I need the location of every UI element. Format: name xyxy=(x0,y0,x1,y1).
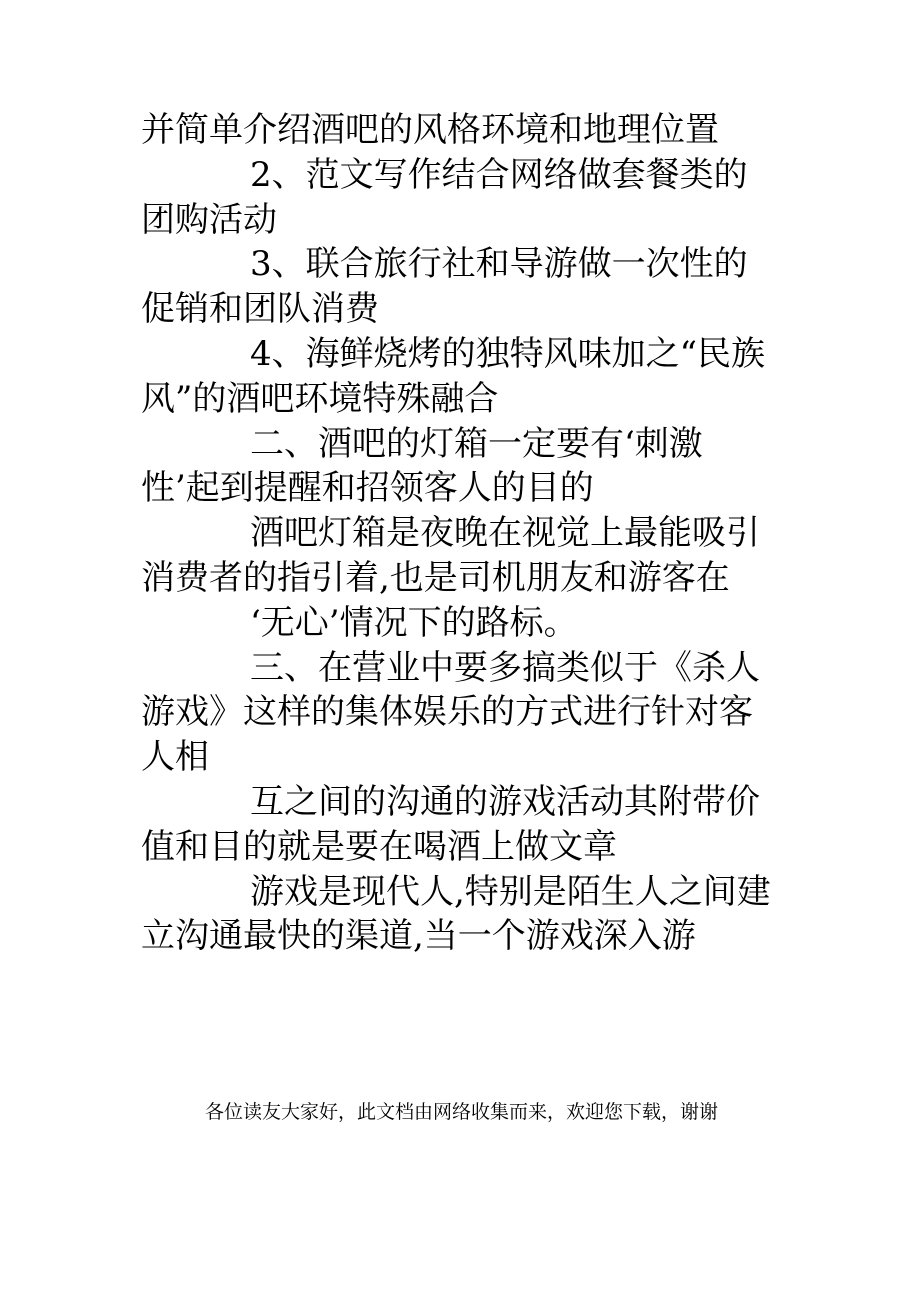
paragraph: 3、联合旅行社和导游做一次性的促销和团队消费 xyxy=(141,244,748,330)
paragraph: 游戏是现代人,特别是陌生人之间建立沟通最快的渠道,当一个游戏深入游 xyxy=(141,871,771,957)
page-footer-note: 各位读友大家好，此文档由网络收集而来，欢迎您下载，谢谢 xyxy=(205,1101,719,1123)
paragraph: 4、海鲜烧烤的独特风味加之“民族风”的酒吧环境特殊融合 xyxy=(141,333,766,419)
paragraph: 酒吧灯箱是夜晚在视觉上最能吸引消费者的指引着,也是司机朋友和游客在 xyxy=(141,513,760,598)
document-body xyxy=(141,108,781,959)
paragraph: 并简单介绍酒吧的风格环境和地理位置 xyxy=(141,110,719,150)
paragraph: 2、范文写作结合网络做套餐类的团购活动 xyxy=(141,154,748,240)
paragraph: 二、酒吧的灯箱一定要有‘刺激性’起到提醒和招领客人的目的 xyxy=(141,423,703,509)
paragraph: 互之间的沟通的游戏活动其附带价值和目的就是要在喝酒上做文章 xyxy=(141,781,760,867)
paragraph: ‘无心’情况下的路标。 xyxy=(250,602,578,643)
paragraph: 三、在营业中要多搞类似于《杀人游戏》这样的集体娱乐的方式进行针对客人相 xyxy=(141,647,760,778)
